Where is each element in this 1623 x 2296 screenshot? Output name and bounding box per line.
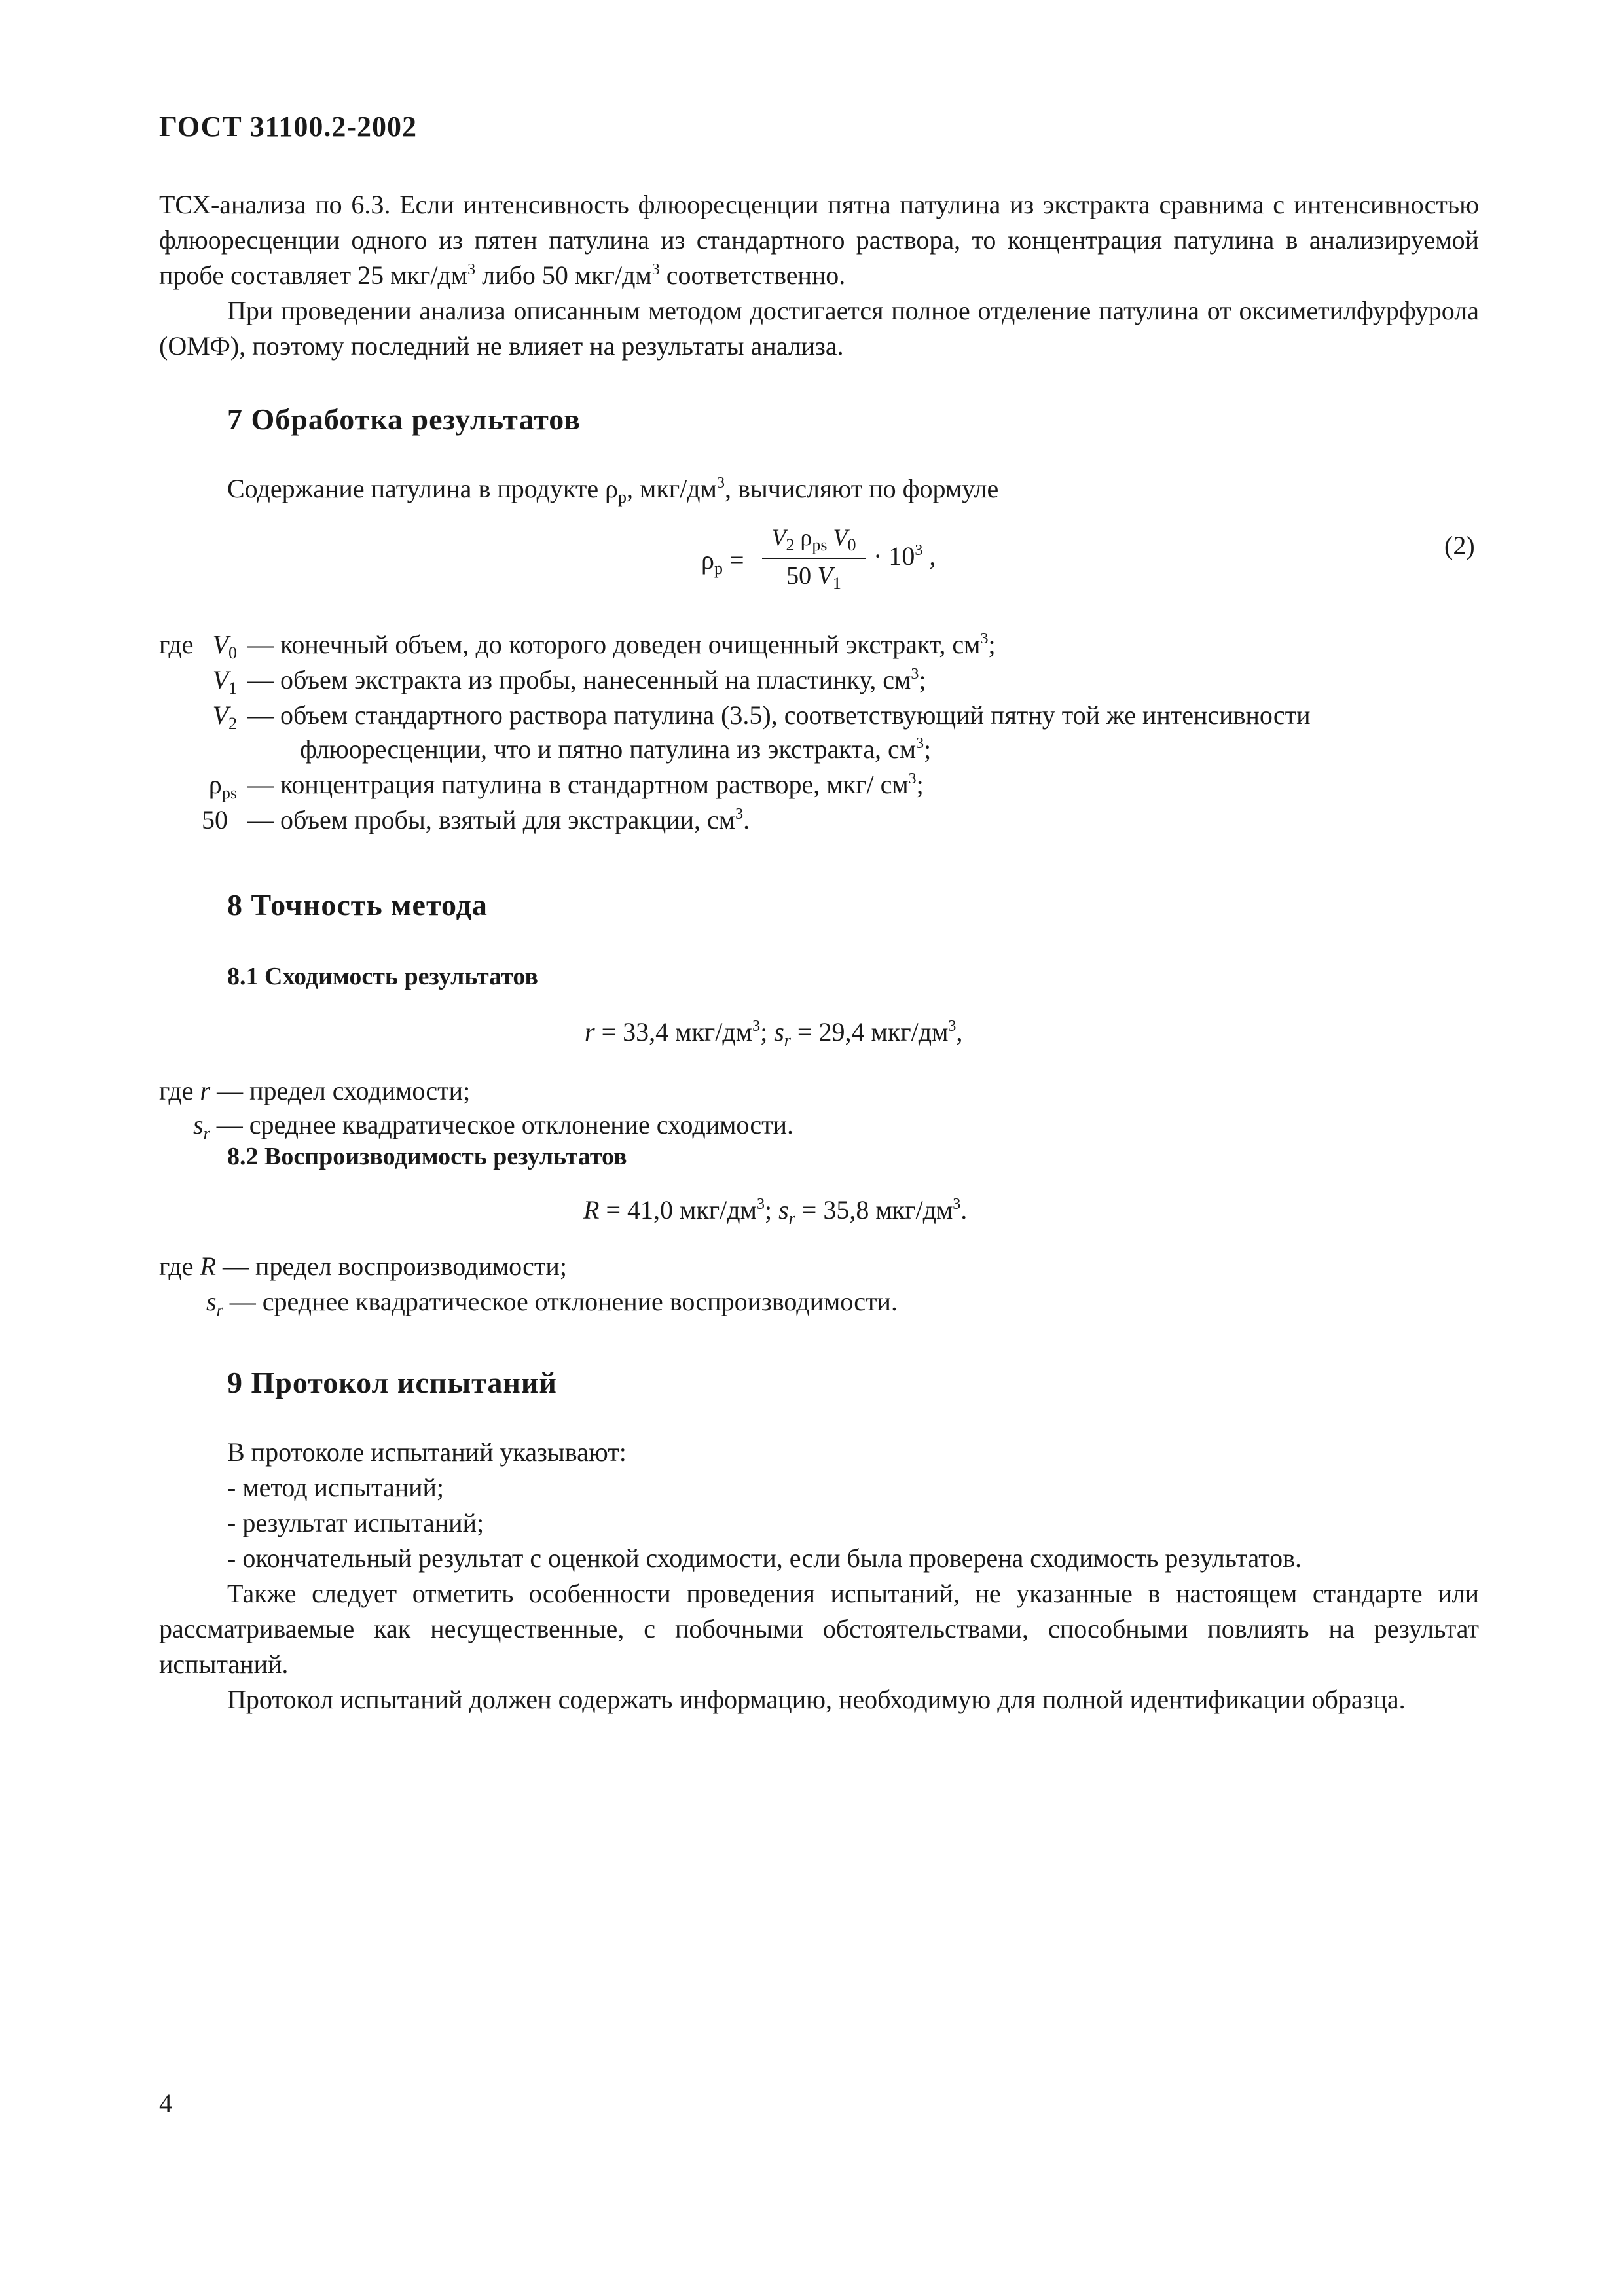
legend-where: где bbox=[159, 630, 194, 659]
section-9-lead: В протоколе испытаний указывают: bbox=[227, 1437, 627, 1467]
section-8-heading: 8 Точность метода bbox=[227, 888, 488, 922]
section-8-1-where-2: $s_r$ — среднее квадратическое отклонение сходимости. bbox=[193, 1110, 794, 1143]
formula-denominator: 50 $V_1$ bbox=[786, 562, 841, 593]
document-id-header: ГОСТ 31100.2-2002 bbox=[159, 111, 418, 143]
section-8-2-where-2: $s_r$ — среднее квадратическое отклонение воспроизводимости. bbox=[206, 1287, 898, 1319]
section-9-text bbox=[159, 1435, 1479, 1717]
formula-multiplier: · $10^3$ , bbox=[873, 541, 936, 571]
section-8-2-where-1: где R — предел воспроизводимости; bbox=[159, 1251, 567, 1281]
document-page: ГОСТ 31100.2-2002 ТСХ-анализа по 6.3. Если интенсивность флюоресценции пятна патулина из экстракта сравнима с интенсивностью флюоресценции одного из пятен патулина из стандартного раствора, то концентрация патулина в анализируемой пробе составляет 25 мкг/$дм^3$ либо 50 мкг/$дм^3$ соответственно. При проведении анализа описанным методом достигается полное отделение патулина от оксиметилфурфурола (ОМФ), поэтому последний не влияет на результаты анализа. 7 Обработка результатов Содержание патулина в продукте $\rho_p$, мкг/$дм^3$, вычисляют по формуле $\rho_p$ = $V_2$ $\rho_{ps}$ $V_0$ 50 $V_1$ · $10^3$ , (2) где $V_0$ — конечный объем, до которого доведен очищенный экстракт, $см^3$; $V_1$ — объем экстракта из пробы, нанесенный на пластинку, $см^3$; $V_2$ — объем стандартного раствора патулина (3.5), соответствующий пятну той же интенсивности флюоресценции, что и пятно патулина из экстракта, $см^3$; $\rho_{ps}$ — концентрация патулина в стандартном растворе, мкг/ $см^3$; 50 — объем пробы, взятый для экстракции, $см^3$. 8 Точность метода 8.1 Сходимость результатов r = 33,4 мкг/$дм^3$; $s_r = 29,4$ мкг/$дм^3$, где r — предел сходимости; $s_r$ — среднее квадратическое отклонение сходимости. 8.2 Воспроизводимость результатов R = 41,0 мкг/$дм^3$; $s_r = 35,8$ мкг/$дм^3$. где R — предел воспроизводимости; $s_r$ — среднее квадратическое отклонение воспроизводимости. 9 Протокол испытаний В протоколе испытаний указывают: - метод испытаний; - результат испытаний; - окончательный результат с оценкой сходимости, если была проверена сходимость результатов. Также следует отметить особенности проведения испытаний, не указанные в настоящем стандарте или рассматриваемые как несущественные, с побочными обстоятельствами, способными повлиять на результат испытаний. Протокол испытаний должен содержать информацию, необходимую для полной идентификации образца. 4 bbox=[159, 111, 1479, 2118]
section-8-1-where-1: где r — предел сходимости; bbox=[159, 1076, 471, 1105]
intro-paragraph-1: ТСХ-анализа по 6.3. Если интенсивность флюоресценции пятна патулина из экстракта сравнима с интенсивностью флюоресценции одного из пятен патулина из стандартного раствора, то концентрация патулина в анализируемой пробе составляет 25 мкг/$дм^3$ либо 50 мкг/$дм^3$ соответственно. bbox=[159, 190, 1479, 290]
formula-fraction-bar bbox=[762, 558, 866, 559]
intro-paragraph-2: При проведении анализа описанным методом достигается полное отделение патулина от оксиметилфурфурола (ОМФ), поэтому последний не влияет на результаты анализа. bbox=[159, 296, 1479, 361]
intro-text bbox=[159, 187, 1479, 364]
formula-lhs: $\rho_p$ = bbox=[701, 545, 744, 578]
list-item: - результат испытаний; bbox=[227, 1508, 484, 1537]
section-8-1-heading: 8.1 Сходимость результатов bbox=[227, 963, 538, 990]
section-8-1-equation: r = 33,4 мкг/$дм^3$; $s_r = 29,4$ мкг/$дм^3$, bbox=[585, 1017, 963, 1050]
section-9-heading: 9 Протокол испытаний bbox=[227, 1366, 557, 1399]
list-item: - метод испытаний; bbox=[227, 1473, 445, 1502]
section-8-2-heading: 8.2 Воспроизводимость результатов bbox=[227, 1143, 627, 1170]
section-7-heading: 7 Обработка результатов bbox=[227, 403, 581, 436]
formula-number: (2) bbox=[1444, 531, 1475, 560]
formula-numerator: $V_2$ $\rho_{ps}$ $V_0$ bbox=[771, 524, 856, 554]
section-8-2-equation: R = 41,0 мкг/$дм^3$; $s_r = 35,8$ мкг/$дм^3$. bbox=[583, 1195, 968, 1228]
list-item: - окончательный результат с оценкой сходимости, если была проверена сходимость результатов. bbox=[227, 1543, 1302, 1573]
section-9-paragraph-1: Также следует отметить особенности проведения испытаний, не указанные в настоящем стандарте или рассматриваемые как несущественные, с побочными обстоятельствами, способными повлиять на результат испытаний. bbox=[159, 1579, 1479, 1679]
section-9-paragraph-2: Протокол испытаний должен содержать информацию, необходимую для полной идентификации образца. bbox=[227, 1685, 1406, 1714]
page-number: 4 bbox=[159, 2089, 172, 2118]
section-7-lead: Содержание патулина в продукте $\rho_p$, мкг/$дм^3$, вычисляют по формуле bbox=[227, 474, 999, 507]
